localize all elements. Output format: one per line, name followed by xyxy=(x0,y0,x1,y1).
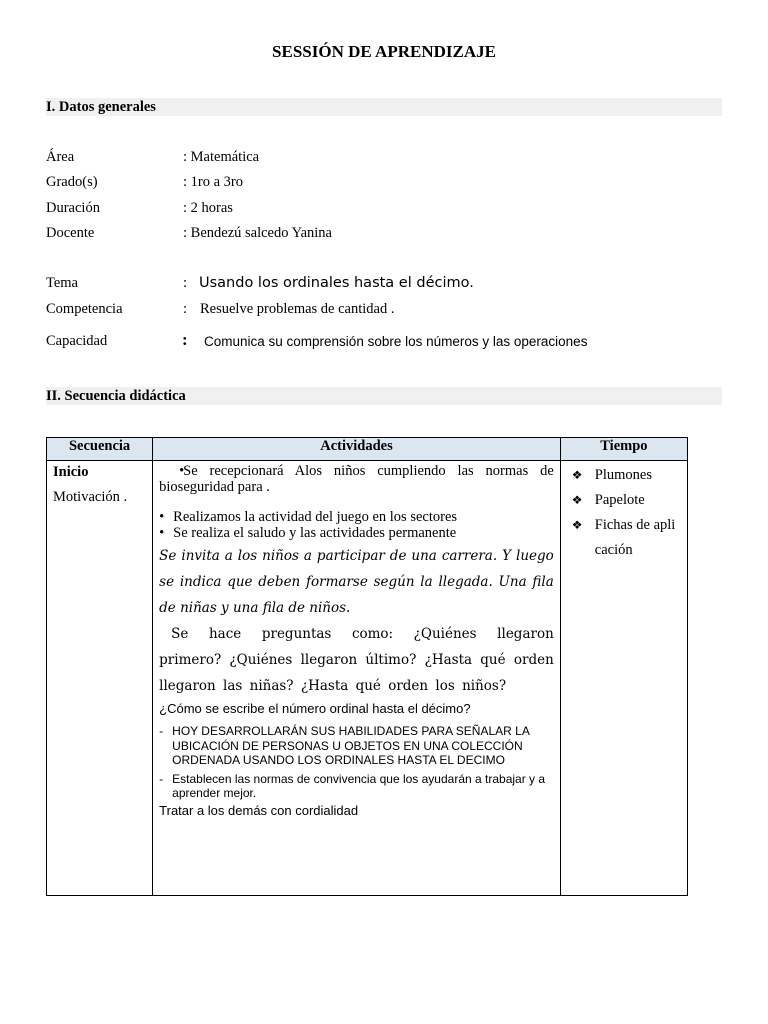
actividades-cell xyxy=(153,461,561,896)
bullet-icon: • xyxy=(179,463,185,479)
secuencia-motivacion: Motivación . xyxy=(53,489,128,505)
capacidad-label: Capacidad xyxy=(46,333,108,349)
capacidad-value: Comunica su comprensión sobre los números y las operaciones xyxy=(204,334,588,349)
header-tiempo: Tiempo xyxy=(560,438,687,461)
competencia-label: Competencia xyxy=(46,301,123,317)
tema-label: Tema xyxy=(46,275,78,291)
actividad-italic: Se invita a los niños a participar de una carrera. Y luego se indica que deben formarse según la llegada. Una fila de niñas y una fila de niños. xyxy=(159,548,554,616)
datos-label: Grado(s) xyxy=(46,174,98,190)
table-row xyxy=(47,461,688,896)
bullet-icon: • xyxy=(159,525,165,541)
tiempo-text: Fichas de aplicación xyxy=(594,517,676,558)
capacidad-colon: : xyxy=(182,330,188,349)
actividad-dash-item xyxy=(159,772,554,801)
actividad-bullet xyxy=(159,509,554,525)
actividad-text: Realizamos la actividad del juego en los sectores xyxy=(173,509,458,525)
dash-icon: - xyxy=(159,771,164,786)
tiempo-text: Papelote xyxy=(594,492,645,508)
tema-colon: : xyxy=(183,275,188,291)
secuencia-inicio: Inicio xyxy=(53,464,89,480)
datos-label: Duración xyxy=(46,200,100,216)
actividad-text: Se realiza el saludo y las actividades permanente xyxy=(173,525,457,541)
actividad-question-ordinal: ¿Cómo se escribe el número ordinal hasta el décimo? xyxy=(159,701,471,716)
tiempo-cell xyxy=(560,461,687,896)
competencia-value: Resuelve problemas de cantidad . xyxy=(200,301,395,317)
secuencia-cell xyxy=(47,461,153,896)
datos-value: : 1ro a 3ro xyxy=(183,174,243,190)
page-title: SESSIÓN DE APRENDIZAJE xyxy=(272,42,496,61)
datos-value: : Matemática xyxy=(183,149,260,165)
actividad-text: HOY DESARROLLARÁN SUS HABILIDADES PARA SEÑALAR LA UBICACIÓN DE PERSONAS U OBJETOS EN UNA COLECCIÓN ORDENADA USANDO LOS ORDINALES HASTA EL DECIMO xyxy=(172,724,530,767)
datos-value: : 2 horas xyxy=(183,200,233,216)
tiempo-item xyxy=(571,463,681,488)
datos-value: : Bendezú salcedo Yanina xyxy=(183,225,332,241)
competencia-colon: : xyxy=(183,301,188,317)
actividad-closing: Tratar a los demás con cordialidad xyxy=(159,802,359,818)
secuencia-table xyxy=(46,437,688,896)
bullet-icon: • xyxy=(159,509,165,525)
tiempo-text: Plumones xyxy=(594,467,652,483)
table-header-row xyxy=(47,438,688,461)
diamond-bullet-icon: ❖ xyxy=(571,518,583,532)
header-actividades: Actividades xyxy=(153,438,561,461)
actividad-text: Establecen las normas de convivencia que los ayudarán a trabajar y a aprender mejor. xyxy=(172,771,546,800)
actividad-questions: Se hace preguntas como: ¿Quiénes llegaron primero? ¿Quiénes llegaron último? ¿Hasta qué orden llegaron las niñas? ¿Hasta qué orden los niños? xyxy=(159,626,554,694)
dash-icon: - xyxy=(159,724,164,738)
diamond-bullet-icon: ❖ xyxy=(571,468,583,482)
tiempo-item xyxy=(571,513,681,563)
datos-label: Docente xyxy=(46,225,95,241)
actividad-paragraph xyxy=(159,463,554,495)
section-heading-datos-generales: I. Datos generales xyxy=(46,98,722,116)
diamond-bullet-icon: ❖ xyxy=(571,493,583,507)
header-secuencia: Secuencia xyxy=(47,438,153,461)
actividad-text: Se recepcionará Alos niños cumpliendo las normas de bioseguridad para . xyxy=(159,463,554,495)
datos-label: Área xyxy=(46,149,75,165)
tiempo-item xyxy=(571,488,681,513)
tema-value: Usando los ordinales hasta el décimo. xyxy=(199,275,474,291)
section-heading-secuencia: II. Secuencia didáctica xyxy=(46,387,722,405)
actividad-dash-item xyxy=(159,724,554,768)
actividad-bullet xyxy=(159,525,554,541)
